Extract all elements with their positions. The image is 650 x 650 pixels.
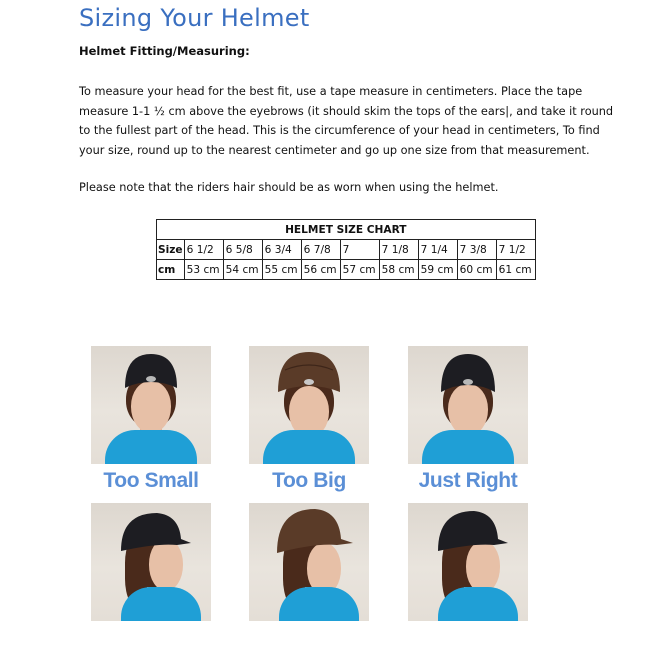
size-cell: 6 3/4 — [262, 240, 301, 260]
helmet-black-side-icon — [434, 509, 508, 555]
helmet-black-side-icon — [117, 511, 191, 555]
photo-side-just-right — [408, 503, 528, 621]
subheading: Helmet Fitting/Measuring: — [79, 44, 250, 58]
size-cell: 7 1/2 — [496, 240, 535, 260]
size-cell: 7 — [340, 240, 379, 260]
page-title: Sizing Your Helmet — [79, 4, 310, 32]
cm-cell: 53 cm — [184, 260, 223, 280]
cm-cell: 56 cm — [301, 260, 340, 280]
size-cell: 7 3/8 — [457, 240, 496, 260]
paragraph-hair-note: Please note that the riders hair should be as worn when using the helmet. — [79, 181, 499, 194]
table-row-size — [157, 240, 536, 260]
helmet-size-table — [156, 219, 536, 280]
paragraph-measure: To measure your head for the best fit, use a tape measure in centimeters. Place the tape measure 1-1 ½ cm above the eyebrows (it should skim the tops of the ears|, and take it round to the fullest part of the head. This is the circumference of your head in centimeters, To find your size, round up to the nearest centimeter and go up one size from that measurement. — [79, 85, 614, 157]
size-cell: 6 1/2 — [184, 240, 223, 260]
row-label-size: Size — [157, 240, 185, 260]
cm-cell: 57 cm — [340, 260, 379, 280]
helmet-brown-side-icon — [273, 507, 353, 557]
caption-too-big: Too Big — [272, 469, 346, 492]
helmet-black-icon — [121, 352, 181, 392]
photo-side-too-big — [249, 503, 369, 621]
cm-cell: 59 cm — [418, 260, 457, 280]
caption-too-small: Too Small — [103, 469, 199, 492]
cm-cell: 54 cm — [223, 260, 262, 280]
size-cell: 7 1/8 — [379, 240, 418, 260]
cm-cell: 55 cm — [262, 260, 301, 280]
table-title-row — [157, 220, 536, 240]
helmet-brown-icon — [275, 350, 343, 396]
caption-just-right: Just Right — [418, 469, 518, 492]
table-title: HELMET SIZE CHART — [157, 220, 536, 240]
row-label-cm: cm — [157, 260, 185, 280]
cm-cell: 60 cm — [457, 260, 496, 280]
table-row-cm — [157, 260, 536, 280]
size-cell: 7 1/4 — [418, 240, 457, 260]
cm-cell: 58 cm — [379, 260, 418, 280]
helmet-black-icon — [438, 352, 498, 396]
cm-cell: 61 cm — [496, 260, 535, 280]
photo-front-too-big — [249, 346, 369, 464]
size-cell: 6 5/8 — [223, 240, 262, 260]
photo-front-too-small — [91, 346, 211, 464]
size-cell: 6 7/8 — [301, 240, 340, 260]
photo-side-too-small — [91, 503, 211, 621]
photo-front-just-right — [408, 346, 528, 464]
